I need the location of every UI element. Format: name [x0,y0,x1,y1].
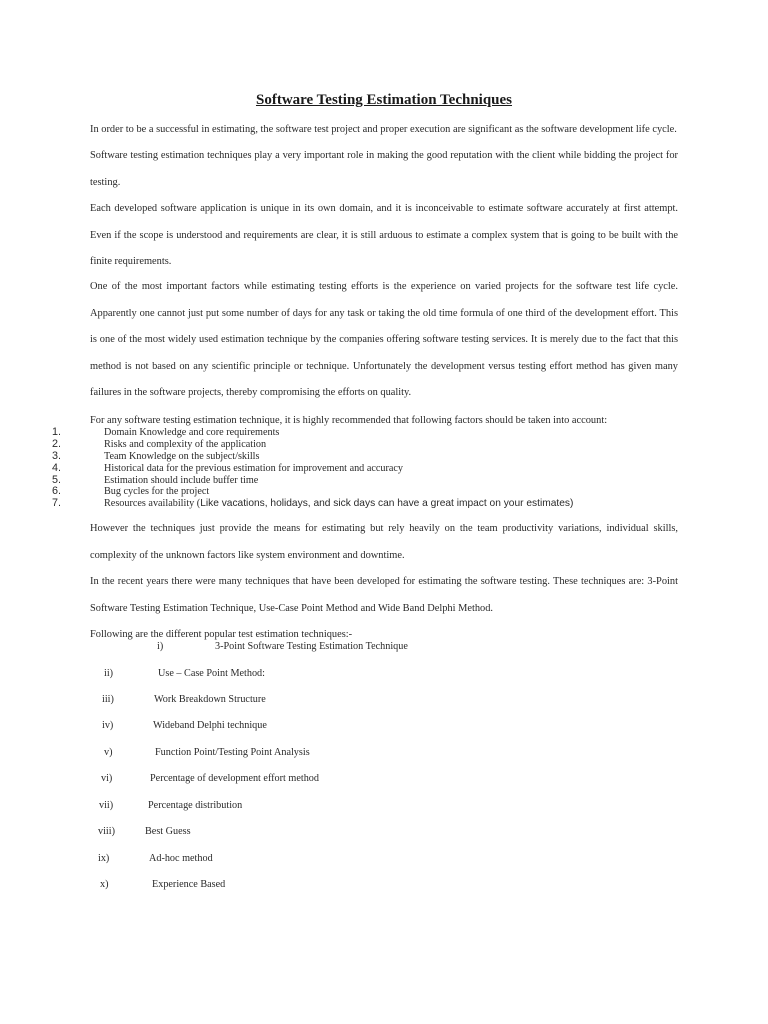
list-item: Function Point/Testing Point Analysis [155,747,310,758]
list-item: 4. Historical data for the previous estimation for improvement and accuracy [52,461,404,474]
list-item-number: x) [100,879,109,890]
list-item: 3-Point Software Testing Estimation Technique [215,641,408,652]
list-item: Wideband Delphi technique [153,720,267,731]
list-item-number: v) [104,747,113,758]
list-item: Ad-hoc method [149,853,213,864]
factors-list [52,427,573,510]
list-item-number: ix) [98,853,110,864]
intro-paragraph: In order to be a successful in estimating, the software test project and proper execution are significant as the software development life cycle. [90,124,677,135]
list-item-number: vii) [99,800,114,811]
list-item: Percentage distribution [148,800,243,811]
list-item: 2. Risks and complexity of the application [52,437,267,450]
list-item: Work Breakdown Structure [154,694,266,705]
list-item-number: iv) [102,720,114,731]
recent-techniques-paragraph: In the recent years there were many techniques that have been developed for estimating the software testing. These techniques are: 3-Point Software Testing Estimation Technique, Use-Case Point Method and Wide Band Delphi Method. [90,576,678,614]
productivity-paragraph: However the techniques just provide the means for estimating but rely heavily on the team productivity variations, individual skills, complexity of the unknown factors like system environment and downtime. [90,523,678,561]
list-item: 7. Resources availability (Like vacations, holidays, and sick days can have a great impact on your estimates) [52,497,574,510]
list-item-number: iii) [102,694,114,705]
techniques-intro-paragraph: Following are the different popular test estimation techniques:- [90,629,353,640]
list-item: Use – Case Point Method: [158,668,265,679]
list-item: 1. Domain Knowledge and core requirements [52,426,280,438]
uniqueness-paragraph: Each developed software application is unique in its own domain, and it is inconceivable to estimate software accurately at first attempt. Even if the scope is understood and requirements are clear, it is still arduous to estimate a complex system that is going to be built with the finite requirements. [90,203,678,267]
list-item-number: i) [157,641,164,652]
experience-paragraph: One of the most important factors while estimating testing efforts is the experience on varied projects for the software test life cycle. Apparently one cannot just put some number of days for any task or taking the old time formula of one third of the development effort. This is one of the most widely used estimation technique by the companies offering software testing services. It is merely due to the fact that this method is not based on any scientific principle or technique. Unfortunately the development versus testing effort method has given many failures in the software projects, thereby compromising the efforts on quality. [90,281,678,398]
list-item: Percentage of development effort method [150,773,319,784]
list-item-number: viii) [98,826,115,837]
list-item: 5. Estimation should include buffer time [52,473,259,486]
estimation-role-paragraph: Software testing estimation techniques play a very important role in making the good reputation with the client while bidding the project for testing. [90,150,678,188]
factors-intro-paragraph: For any software testing estimation technique, it is highly recommended that following factors should be taken into account: [90,415,608,426]
list-item: 3. Team Knowledge on the subject/skills [52,449,260,462]
list-item: 6. Bug cycles for the project [52,485,210,498]
list-item-number: vi) [101,773,113,784]
list-item: Best Guess [145,826,191,837]
document-title: Software Testing Estimation Techniques [255,92,513,108]
list-item: Experience Based [152,879,226,890]
list-item-number: ii) [104,668,114,679]
